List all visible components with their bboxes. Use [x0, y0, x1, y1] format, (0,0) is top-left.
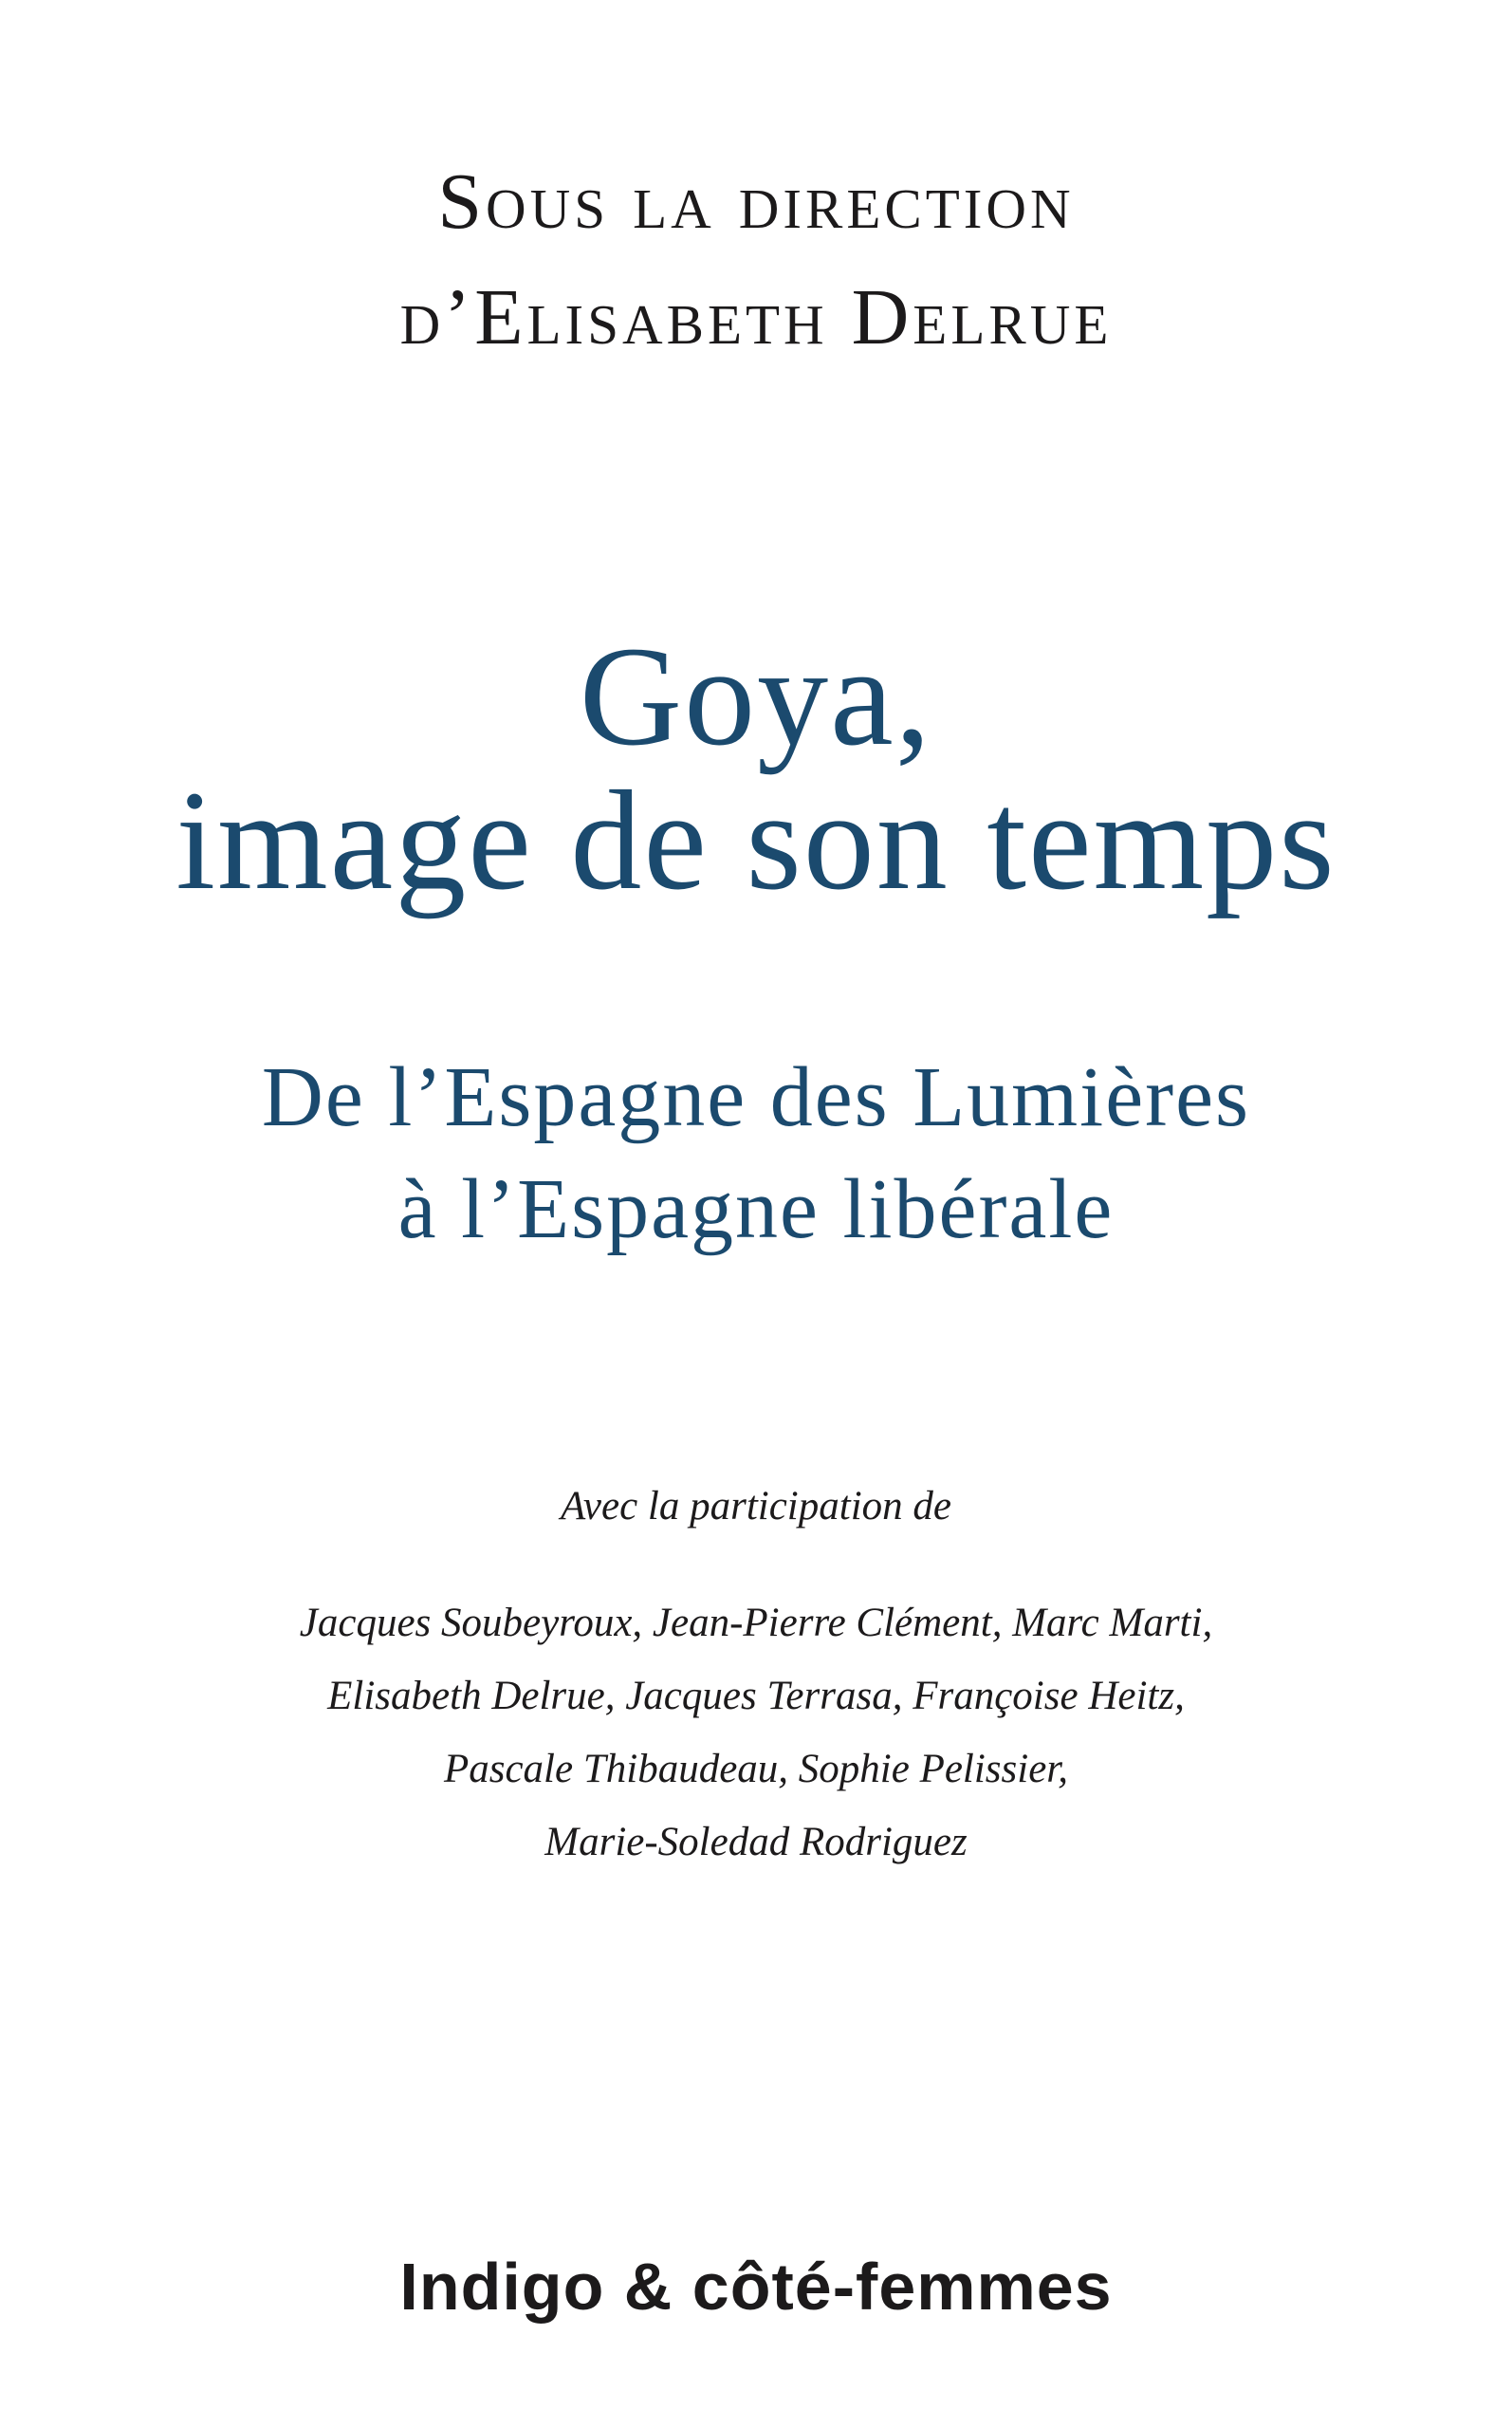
book-title — [0, 618, 1512, 919]
book-subtitle-line-2: à l’Espagne libérale — [397, 1162, 1115, 1256]
contributor-line: Elisabeth Delrue, Jacques Terrasa, Françoise Heitz, — [327, 1674, 1185, 1718]
contributor-line: Pascale Thibaudeau, Sophie Pelissier, — [443, 1747, 1069, 1791]
direction-line-2: d’Elisabeth Delrue — [399, 273, 1113, 361]
book-title-line-2: image de son temps — [175, 762, 1337, 919]
contributor-line: Marie-Soledad Rodriguez — [544, 1820, 968, 1864]
book-subtitle-line-1: De l’Espagne des Lumières — [261, 1050, 1251, 1144]
direction-heading — [0, 144, 1512, 376]
contributor-line: Jacques Soubeyroux, Jean-Pierre Clément, Marc Marti, — [299, 1601, 1213, 1645]
participation-intro: Avec la participation de — [561, 1484, 951, 1529]
contributors-list — [0, 1586, 1512, 1879]
publisher-imprint: Indigo & côté-femmes — [399, 2250, 1113, 2324]
book-title-line-1: Goya, — [579, 618, 933, 775]
direction-line-1: Sous la direction — [437, 158, 1075, 246]
book-subtitle — [0, 1042, 1512, 1266]
